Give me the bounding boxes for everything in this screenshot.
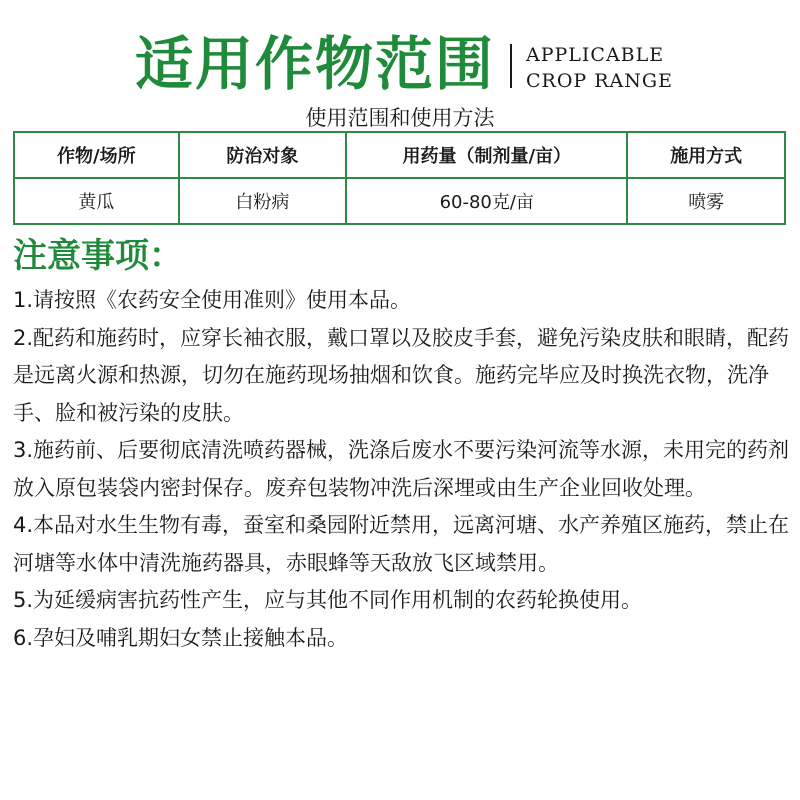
column-header-crop: 作物/场所 — [14, 132, 179, 178]
table-header-row — [14, 132, 785, 178]
notes-list — [13, 282, 793, 657]
subtitle: 使用范围和使用方法 — [305, 106, 495, 130]
cell-target: 白粉病 — [179, 178, 347, 224]
note-item-2: 2.配药和施药时，应穿长袖衣服，戴口罩以及胶皮手套，避免污染皮肤和眼睛，配药是远离火源和热源，切勿在施药现场抽烟和饮食。施药完毕应及时换洗衣物，洗净手、脸和被污染的皮肤。 — [13, 325, 790, 425]
table-row — [14, 178, 785, 224]
note-item-6: 6.孕妇及哺乳期妇女禁止接触本品。 — [13, 625, 349, 650]
english-title — [526, 42, 673, 94]
page-title: 适用作物范围 — [135, 30, 496, 98]
notes-title: 注意事项： — [13, 236, 183, 276]
note-item-3: 3.施药前、后要彻底清洗喷药器械，洗涤后废水不要污染河流等水源，未用完的药剂放入原包装袋内密封保存。废弃包装物冲洗后深埋或由生产企业回收处理。 — [13, 438, 790, 500]
cell-crop: 黄瓜 — [14, 178, 179, 224]
column-header-target: 防治对象 — [179, 132, 347, 178]
english-title-line-2: CROP RANGE — [526, 70, 673, 92]
english-title-line-1: APPLICABLE — [526, 44, 665, 66]
column-header-method: 施用方式 — [627, 132, 785, 178]
title-divider — [510, 44, 512, 88]
cell-method: 喷雾 — [627, 178, 785, 224]
note-item-1: 1.请按照《农药安全使用准则》使用本品。 — [13, 288, 412, 312]
note-item-4: 4.本品对水生生物有毒，蚕室和桑园附近禁用，远离河塘、水产养殖区施药，禁止在河塘等水体中清洗施药器具，赤眼蜂等天敌放飞区域禁用。 — [13, 513, 790, 575]
column-header-dosage: 用药量（制剂量/亩） — [346, 132, 627, 178]
cell-dosage: 60-80克/亩 — [346, 178, 627, 224]
usage-table — [13, 131, 786, 225]
header — [0, 22, 800, 102]
note-item-5: 5.为延缓病害抗药性产生，应与其他不同作用机制的农药轮换使用。 — [13, 588, 643, 612]
